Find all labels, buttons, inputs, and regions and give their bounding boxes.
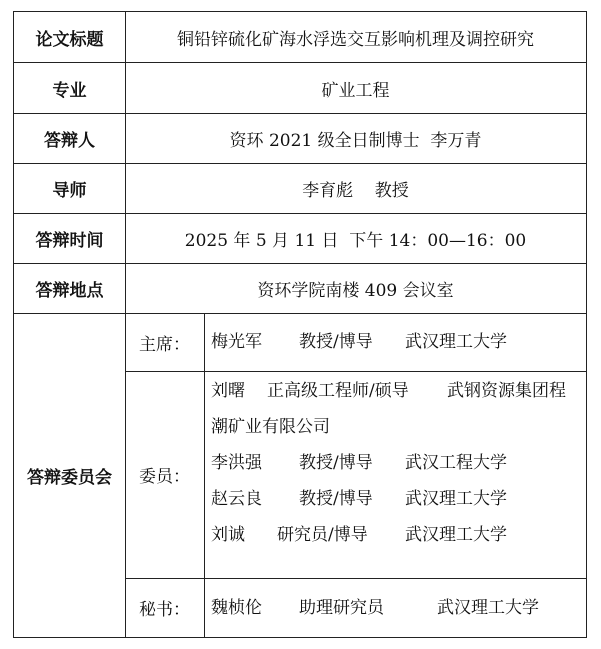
time-value: 2025 年 5 月 11 日 下午 14：00—16：00	[184, 231, 527, 251]
chair-name: 梅光军	[211, 332, 262, 352]
member-row	[211, 481, 586, 517]
row-major	[14, 63, 586, 114]
secretary-name: 魏桢伦	[211, 598, 262, 618]
member-name: 李洪强	[211, 453, 262, 473]
members-list	[205, 373, 586, 553]
title-value: 铜铅锌硫化矿海水浮选交互影响机理及调控研究	[177, 29, 534, 50]
member-org: 武汉理工大学	[405, 525, 507, 545]
place-value: 资环学院南楼 409 会议室	[257, 281, 454, 301]
row-place	[14, 264, 586, 314]
member-title: 教授/博导	[299, 453, 373, 473]
row-title	[14, 12, 586, 63]
secretary-entry	[205, 590, 586, 626]
defense-info-table	[13, 11, 587, 638]
major-label: 专业	[14, 63, 126, 113]
time-label: 答辩时间	[14, 214, 126, 263]
chair-role: 主席：	[125, 314, 205, 371]
member-title: 研究员/博导	[277, 525, 368, 545]
member-org-continued: 潮矿业有限公司	[211, 417, 330, 437]
committee-block	[14, 314, 586, 637]
member-org: 武钢资源集团程	[447, 381, 566, 401]
member-row	[211, 517, 586, 553]
member-title: 教授/博导	[299, 489, 373, 509]
secretary-role: 秘书：	[125, 578, 205, 637]
chair-org: 武汉理工大学	[405, 332, 507, 352]
title-label: 论文标题	[14, 12, 126, 62]
member-name: 刘曙	[211, 381, 245, 401]
committee-label: 答辩委员会	[14, 314, 126, 637]
member-row	[211, 445, 586, 481]
members-role: 委员：	[125, 371, 205, 578]
secretary-org: 武汉理工大学	[437, 598, 539, 618]
member-name: 刘诚	[211, 525, 245, 545]
member-org: 武汉理工大学	[405, 489, 507, 509]
member-name: 赵云良	[211, 489, 262, 509]
member-row	[211, 373, 586, 409]
chair-title: 教授/博导	[299, 332, 373, 352]
chair-entry	[205, 324, 586, 360]
member-title: 正高级工程师/硕导	[267, 381, 409, 401]
row-time	[14, 214, 586, 264]
secretary-title: 助理研究员	[299, 598, 384, 618]
defender-label: 答辩人	[14, 114, 126, 163]
defender-value: 资环 2021 级全日制博士 李万青	[229, 131, 482, 151]
advisor-label: 导师	[14, 164, 126, 213]
member-org: 武汉工程大学	[405, 453, 507, 473]
major-value: 矿业工程	[321, 80, 390, 101]
row-advisor	[14, 164, 586, 214]
place-label: 答辩地点	[14, 264, 126, 313]
advisor-value: 李育彪 教授	[302, 181, 409, 201]
row-defender	[14, 114, 586, 164]
